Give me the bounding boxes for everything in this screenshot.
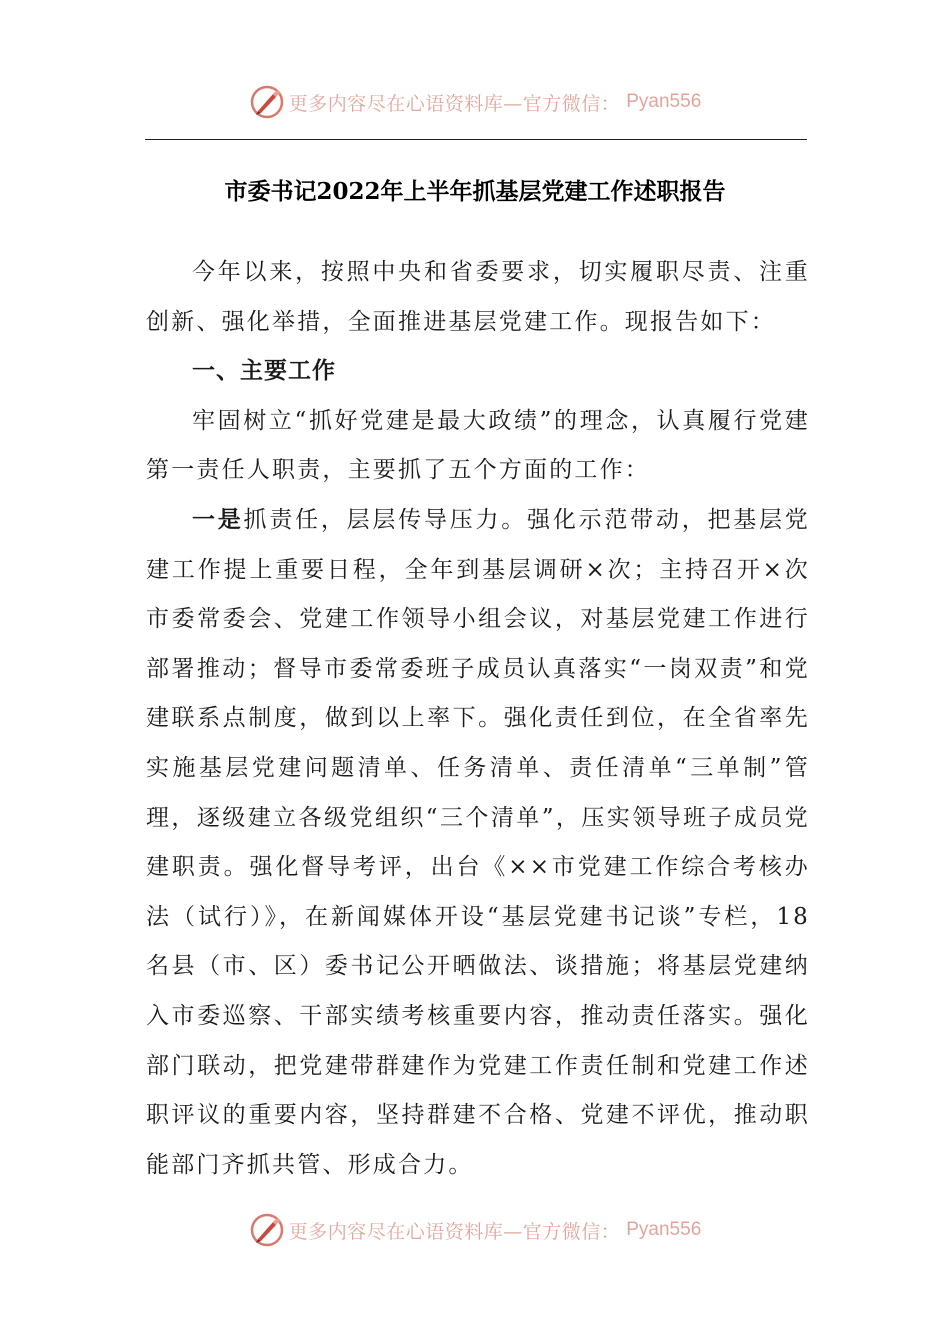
header-watermark [0, 82, 950, 122]
watermark-text: 更多内容尽在心语资料库—官方微信： [288, 92, 621, 115]
intro-paragraph: 今年以来，按照中央和省委要求，切实履职尽责、注重创新、强化举措，全面推进基层党建工作。现报告如下： [146, 259, 810, 335]
watermark-text: 更多内容尽在心语资料库—官方微信： [288, 1220, 621, 1243]
pen-logo-icon [249, 1212, 285, 1248]
section-intro-paragraph: 牢固树立“抓好党建是最大政绩”的理念，认真履行党建第一责任人职责，主要抓了五个方面的工作： [146, 407, 810, 484]
item-paragraph [146, 496, 810, 1190]
item-body: 抓责任，层层传导压力。强化示范带动，把基层党建工作提上重要日程，全年到基层调研×次；主持召开×次市委常委会、党建工作领导小组会议，对基层党建工作进行部署推动；督导市委常委班子成员认真落实“一岗双责”和党建联系点制度，做到以上率下。强化责任到位，在全省率先实施基层党建问题清单、任务清单、责任清单“三单制”管理，逐级建立各级党组织“三个清单”，压实领导班子成员党建职责。强化督导考评，出台《××市党建工作综合考核办法（试行）》，在新闻媒体开设“基层党建书记谈”专栏，18名县（市、区）委书记公开晒做法、谈措施；将基层党建纳入市委巡察、干部实绩考核重要内容，推动责任落实。强化部门联动，把党建带群建作为党建工作责任制和党建工作述职评议的重要内容，坚持群建不合格、党建不评优，推动职能部门齐抓共管、形成合力。 [146, 506, 810, 1178]
item-lead: 一是 [192, 506, 244, 533]
footer-watermark [0, 1210, 950, 1250]
watermark-wechat-id: Pyan556 [626, 91, 702, 112]
document-body [146, 248, 810, 1190]
document-title: 市委书记2022年上半年抓基层党建工作述职报告 [224, 178, 726, 205]
header-divider [145, 139, 807, 140]
watermark-wechat-id: Pyan556 [626, 1219, 702, 1240]
section-heading: 一、主要工作 [192, 358, 336, 385]
pen-logo-icon [249, 84, 285, 120]
